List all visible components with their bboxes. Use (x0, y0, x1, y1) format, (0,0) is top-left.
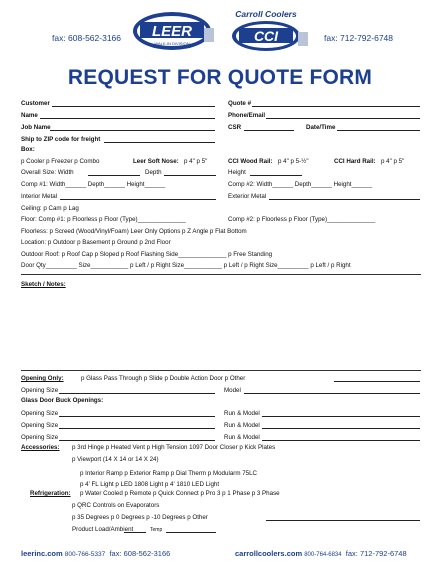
refrigeration-label: Refrigeration: (30, 490, 71, 497)
opening-size-label: Opening Size (21, 387, 59, 394)
footer-cci-site[interactable]: carrollcoolers.com (235, 549, 303, 558)
sketch-notes-label: Sketch / Notes: (21, 281, 66, 288)
footer-leer-fax: fax: 608-562-3166 (109, 549, 171, 558)
cci-wood-rail-options[interactable]: p 4" p 5-½" (278, 158, 309, 165)
footer-left (21, 549, 170, 558)
run-model-field[interactable] (262, 416, 420, 417)
product-load-label: Product Load/Ambient (72, 526, 134, 533)
fax-left: fax: 608-562-3166 (52, 33, 121, 43)
customer-field[interactable] (52, 106, 215, 107)
opening-size-field[interactable] (59, 393, 215, 394)
run-model-label: Run & Model (224, 434, 260, 441)
exterior-metal-label: Exterior Metal (228, 193, 267, 200)
leer-logo-sub: WALK-IN DIVISION (154, 41, 190, 46)
glass-door-buck-label: Glass Door Buck Openings: (21, 397, 104, 404)
accessories-row-1[interactable]: p 3rd Hinge p Heated Vent p High Tension 1097 Door Closer p Kick Plates (72, 444, 276, 451)
accessories-row-2[interactable]: p Viewport (14 X 14 or 14 X 24) (72, 456, 159, 463)
opening-options[interactable]: p Glass Pass Through p Slide p Double Action Door p Other (81, 375, 246, 382)
footer-cci-fax: fax: 712-792-6748 (345, 549, 407, 558)
comp2-dimensions[interactable]: Comp #2: Width______ Depth______ Height______ (228, 181, 373, 188)
interior-metal-field[interactable] (60, 199, 216, 200)
leer-logo-text: LEER (151, 23, 193, 40)
cci-logo-text: CCI (253, 28, 279, 44)
name-field[interactable] (40, 118, 215, 119)
temp-label: Temp (150, 527, 163, 533)
date-label: Date/Time (306, 124, 336, 131)
comp1-dimensions[interactable]: Comp #1: Width______ Depth______ Height______ (21, 181, 166, 188)
opening-model-label: Model (224, 387, 241, 394)
cci-logo (230, 8, 310, 54)
run-model-label: Run & Model (224, 422, 260, 429)
door-options[interactable]: Door Qty_________ Size___________ p Left / p Right Size___________ p Left / p Right Size_________ p Left / p Right (21, 262, 351, 269)
location-options[interactable]: Location: p Outdoor p Basement p Ground p 2nd Floor (21, 239, 171, 246)
overall-width-field[interactable] (88, 175, 140, 176)
overall-depth-label: Depth (145, 169, 162, 176)
csr-field[interactable] (244, 130, 294, 131)
floor-comp2-options[interactable]: Comp #2: p Floorless p Floor (Type)______________ (228, 216, 376, 223)
refrigeration-row-3[interactable]: p 35 Degrees p 0 Degrees p -10 Degrees p Other (72, 514, 208, 521)
footer-cci-phone: 800-764-6834 (304, 552, 342, 558)
footer-right (235, 549, 407, 558)
run-model-field[interactable] (262, 440, 420, 441)
leer-logo (132, 10, 216, 52)
box-type-options[interactable]: p Cooler p Freezer p Combo (21, 158, 100, 165)
job-name-label: Job Name (21, 124, 51, 131)
quote-field[interactable] (252, 106, 420, 107)
cci-hard-rail-options[interactable]: p 4" p 5" (381, 158, 405, 165)
ship-field[interactable] (104, 142, 215, 143)
ship-label: Ship to ZIP code for freight (21, 136, 101, 143)
glass-opening-size-field[interactable] (59, 440, 215, 441)
customer-label: Customer (21, 100, 50, 107)
accessories-label: Accessories: (21, 444, 60, 451)
glass-opening-size-field[interactable] (59, 416, 215, 417)
refrigeration-row-2[interactable]: p QRC Controls on Evaporators (72, 502, 160, 509)
csr-label: CSR (228, 124, 242, 131)
phone-label: Phone/Email (228, 112, 266, 119)
temp-field[interactable] (166, 532, 216, 533)
overall-height-label: Height (228, 169, 246, 176)
overall-height-field[interactable] (250, 175, 302, 176)
cci-hard-rail-label: CCI Hard Rail: (334, 158, 376, 165)
footer-leer-phone: 800-766-5337 (64, 551, 106, 558)
glass-opening-size-label: Opening Size (21, 434, 59, 441)
ceiling-options[interactable]: Ceiling: p Cam p Lag (21, 205, 79, 212)
refrigeration-other-field[interactable] (266, 520, 420, 521)
run-model-field[interactable] (262, 428, 420, 429)
box-heading: Box: (21, 146, 35, 153)
page-title: REQUEST FOR QUOTE FORM (67, 66, 373, 89)
divider (21, 274, 421, 275)
leer-soft-nose-options[interactable]: p 4" p 5" (184, 158, 208, 165)
opening-other-field[interactable] (334, 381, 420, 382)
date-field[interactable] (337, 130, 420, 131)
footer-leer-site[interactable]: leerinc.com (21, 549, 63, 558)
glass-opening-size-field[interactable] (59, 428, 215, 429)
leer-soft-nose-label: Leer Soft Nose: (133, 158, 179, 165)
quote-label: Quote # (228, 100, 252, 107)
refrigeration-row-1[interactable]: p Water Cooled p Remote p Quick Connect p Pro 3 p 1 Phase p 3 Phase (80, 490, 280, 497)
overall-size-label: Overall Size: Width (21, 169, 74, 176)
glass-opening-size-label: Opening Size (21, 422, 59, 429)
opening-model-field[interactable] (244, 393, 420, 394)
floor-comp1-options[interactable]: Floor: Comp #1: p Floorless p Floor (Type)______________ (21, 216, 186, 223)
floorless-options[interactable]: Floorless: p Screed (Wood/Vinyl/Foam) Leer Only Options p Z Angle p Flat Bottom (21, 228, 247, 235)
glass-opening-size-label: Opening Size (21, 410, 59, 417)
opening-only-label: Opening Only: (21, 375, 64, 382)
exterior-metal-field[interactable] (269, 199, 420, 200)
cci-logo-top: Carroll Coolers (235, 9, 297, 19)
interior-metal-label: Interior Metal (21, 193, 58, 200)
cci-wood-rail-label: CCI Wood Rail: (228, 158, 273, 165)
overall-depth-field[interactable] (164, 175, 216, 176)
outdoor-roof-options[interactable]: Outdoor Roof: p Roof Cap p Sloped p Roof Flashing Side______________ p Free Standing (21, 251, 273, 258)
run-model-label: Run & Model (224, 410, 260, 417)
accessories-row-3[interactable]: p Interior Ramp p Exterior Ramp p Dial Therm p Modularm 75LC (80, 470, 257, 477)
divider (21, 370, 421, 371)
product-load-field[interactable] (124, 532, 146, 533)
job-name-field[interactable] (50, 130, 215, 131)
accessories-row-4[interactable]: p 4' FL Light p LED 1808 Light p 4' 1810 LED Light (80, 481, 220, 488)
fax-right: fax: 712-792-6748 (324, 33, 393, 43)
name-label: Name (21, 112, 38, 119)
phone-field[interactable] (266, 118, 420, 119)
